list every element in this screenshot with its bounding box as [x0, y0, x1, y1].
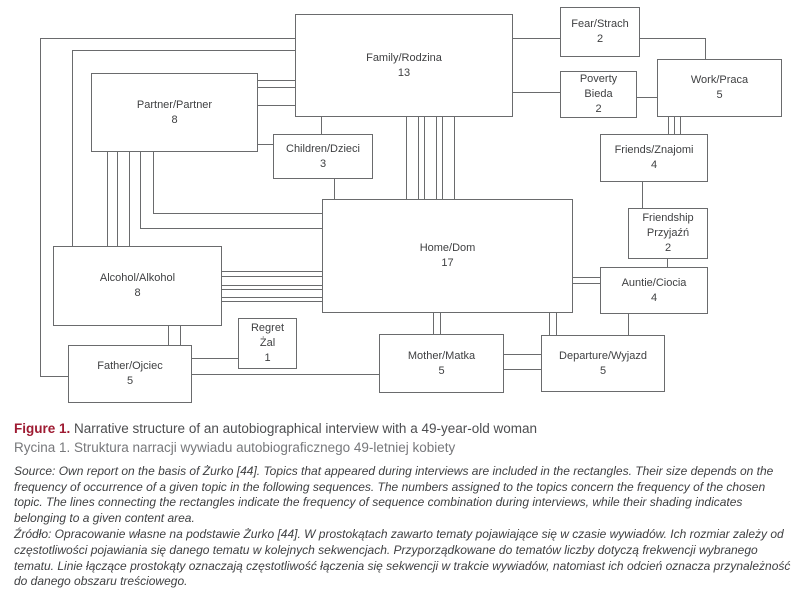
node-frequency-value: 5 — [599, 364, 607, 377]
connector-line — [442, 117, 443, 199]
connector-line — [40, 38, 296, 39]
connector-line — [140, 152, 141, 229]
connector-line — [117, 152, 118, 246]
diagram-node-fear — [560, 7, 640, 57]
node-label: Żal — [259, 337, 276, 349]
node-frequency-value: 5 — [716, 89, 723, 101]
figure-title-pl: Rycina 1. Struktura narracji wywiadu autobiograficznego 49-letniej kobiety — [14, 440, 456, 455]
connector-line — [192, 358, 238, 359]
diagram-node-departure — [541, 335, 665, 392]
connector-line — [642, 182, 643, 208]
connector-line — [556, 313, 557, 335]
connector-line — [424, 117, 425, 199]
connector-line — [667, 259, 668, 267]
connector-line — [637, 97, 657, 98]
diagram-node-partner — [91, 73, 258, 152]
node-label: Partner/Partner — [136, 98, 213, 111]
connector-line — [334, 179, 335, 199]
node-frequency-value: 2 — [664, 242, 672, 254]
connector-line — [180, 326, 181, 345]
connector-line — [222, 301, 322, 302]
node-label: Friends/Znajomi — [614, 144, 694, 156]
caption-line-en — [14, 419, 790, 438]
source-note-pl: Źródło: Opracowanie własne na podstawie Żurko [44]. W prostokątach zawarto tematy pojawiające się w czasie wywiadów. Ich rozmiar zależy od częstotliwości pojawiania się danego tematu w kolejnych sekwencjach. Przyporządkowane do tematów liczby dotyczą frekwencji wybranego tematu. Linie łączące prostokąty oznaczają częstotliwość łączenia się sekwencji w trakcie wywiadów, natomiast ich odcień oznacza przynależność do danego obszaru treściowego. — [14, 527, 791, 589]
connector-line — [129, 152, 130, 246]
node-label: Alcohol/Alkohol — [99, 272, 176, 284]
node-label: Father/Ojciec — [97, 360, 163, 372]
node-label: Auntie/Ciocia — [621, 276, 687, 289]
diagram-node-alcohol — [53, 246, 222, 326]
diagram-node-friendship — [628, 208, 708, 259]
diagram-node-work — [657, 59, 782, 117]
node-frequency-value: 5 — [126, 375, 134, 387]
node-label: Fear/Strach — [571, 18, 629, 30]
node-label: Family/Rodzina — [366, 51, 442, 64]
node-frequency-value: 3 — [319, 157, 327, 170]
connector-line — [513, 92, 560, 93]
connector-line — [573, 283, 600, 284]
connector-line — [406, 117, 407, 199]
node-frequency-value: 4 — [650, 291, 658, 304]
source-note — [14, 464, 794, 591]
connector-line — [222, 285, 322, 286]
node-frequency-value: 5 — [438, 364, 445, 377]
node-label: Children/Dzieci — [286, 142, 360, 155]
diagram-node-poverty — [560, 71, 637, 118]
connector-line — [321, 117, 322, 134]
figure-title-en: Narrative structure of an autobiographical interview with a 49-year-old woman — [74, 421, 538, 436]
node-frequency-value: 2 — [595, 103, 602, 115]
connector-line — [418, 117, 419, 199]
node-frequency-value: 8 — [134, 287, 141, 299]
connector-line — [40, 376, 68, 377]
connector-line — [72, 50, 296, 51]
connector-line — [504, 354, 541, 355]
node-frequency-value: 8 — [171, 113, 178, 126]
connector-line — [573, 277, 600, 278]
diagram-node-regret — [238, 318, 297, 369]
connector-line — [168, 326, 169, 345]
diagram-node-home — [322, 199, 573, 313]
node-label: Friendship — [642, 212, 694, 224]
connector-line — [258, 144, 273, 145]
diagram-node-children — [273, 134, 373, 179]
connector-line — [107, 152, 108, 246]
figure-number-label: Figure 1. — [14, 421, 71, 436]
connector-line — [192, 374, 379, 375]
node-label: Departure/Wyjazd — [559, 349, 647, 362]
connector-line — [153, 152, 154, 214]
node-label: Poverty — [579, 73, 618, 85]
node-frequency-value: 17 — [441, 257, 454, 269]
diagram-node-friends — [600, 134, 708, 182]
connector-line — [72, 50, 73, 247]
connector-line — [680, 117, 681, 134]
figure-caption — [14, 419, 790, 457]
connector-line — [705, 38, 706, 59]
connector-line — [222, 276, 322, 277]
diagram-node-mother — [379, 334, 504, 393]
diagram-node-family — [295, 14, 513, 117]
connector-line — [640, 38, 705, 39]
connector-line — [668, 117, 669, 134]
node-label: Home/Dom — [419, 242, 476, 254]
node-label: Przyjaźń — [646, 227, 690, 239]
connector-line — [436, 117, 437, 199]
connector-line — [433, 313, 434, 334]
node-label: Work/Praca — [690, 74, 749, 86]
connector-line — [513, 38, 560, 39]
connector-line — [222, 297, 322, 298]
connector-line — [258, 87, 295, 88]
connector-line — [454, 117, 455, 199]
connector-line — [222, 271, 322, 272]
connector-line — [628, 314, 629, 335]
node-frequency-value: 1 — [264, 352, 271, 364]
connector-line — [153, 213, 322, 214]
node-label: Regret — [250, 322, 285, 334]
diagram-node-auntie — [600, 267, 708, 314]
node-label: Mother/Matka — [407, 349, 476, 362]
connector-line — [258, 105, 295, 106]
connector-line — [440, 313, 441, 334]
diagram-node-father — [68, 345, 192, 403]
source-note-en: Source: Own report on the basis of Żurko [44]. Topics that appeared during interviews are included in the rectangles. Their size depends on the frequency of occurrence of a given topic in the following sequences. The numbers assigned to the topics concern the frequency of the chosen topic. The lines connecting the rectangles indicate the frequency of sequence combination during interviews, while their shading indicates belonging to a given content area. — [14, 464, 774, 525]
node-label: Bieda — [584, 88, 613, 100]
node-frequency-value: 13 — [397, 66, 411, 79]
connector-line — [549, 313, 550, 335]
node-frequency-value: 2 — [596, 33, 604, 45]
connector-line — [258, 80, 295, 81]
connector-line — [222, 289, 322, 290]
connector-line — [140, 228, 322, 229]
node-frequency-value: 4 — [650, 159, 658, 171]
connector-line — [40, 38, 41, 377]
connector-line — [504, 369, 541, 370]
connector-line — [674, 117, 675, 134]
